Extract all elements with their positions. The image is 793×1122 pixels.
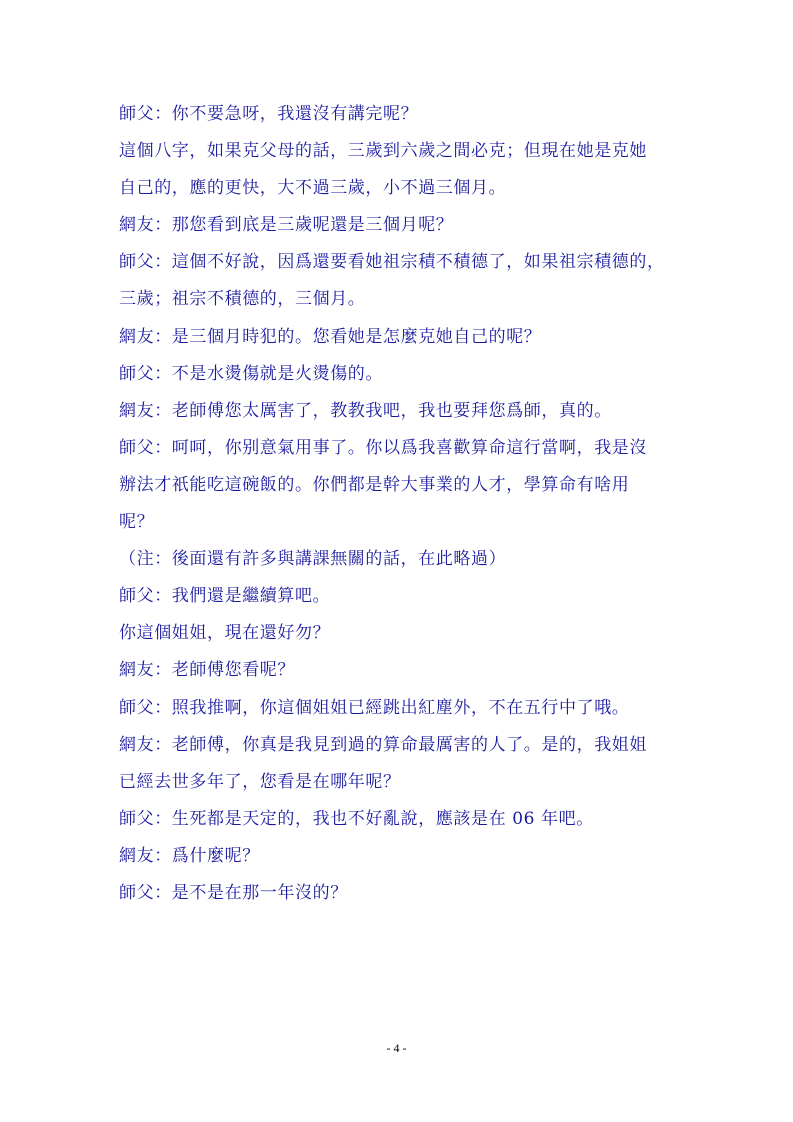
text-line: 師父：不是水燙傷就是火燙傷的。 bbox=[119, 363, 383, 384]
text-line: 師父：我們還是繼續算吧。 bbox=[119, 586, 331, 607]
text-line: 自己的，應的更快，大不過三歲，小不過三個月。 bbox=[119, 178, 507, 199]
text-line: 已經去世多年了，您看是在哪年呢？ bbox=[119, 771, 401, 792]
text-line: 辦法才祇能吃這碗飯的。你們都是幹大事業的人才，學算命有啥用 bbox=[119, 474, 630, 495]
text-line: 師父：呵呵，你别意氣用事了。你以爲我喜歡算命這行當啊，我是沒 bbox=[119, 437, 647, 458]
text-line: 師父：你不要急呀，我還沒有講完呢？ bbox=[119, 104, 419, 124]
text-line: 你這個姐姐，現在還好勿？ bbox=[119, 623, 331, 644]
text-line: 呢？ bbox=[119, 512, 155, 533]
dialogue-text-block bbox=[119, 96, 679, 912]
text-line: 網友：老師傅您太厲害了，教教我吧，我也要拜您爲師，真的。 bbox=[119, 400, 612, 421]
text-line: 師父：是不是在那一年沒的？ bbox=[119, 882, 348, 903]
text-line: 網友：老師傅您看呢？ bbox=[119, 660, 295, 681]
page-number: - 4 - bbox=[386, 1041, 407, 1055]
text-line: 網友：老師傅，你真是我見到過的算命最厲害的人了。是的，我姐姐 bbox=[119, 734, 647, 755]
text-line: 這個八字，如果克父母的話，三歲到六歲之間必克；但現在她是克她 bbox=[119, 141, 647, 162]
text-line: 網友：爲什麼呢？ bbox=[119, 845, 260, 866]
text-line: 網友：是三個月時犯的。您看她是怎麼克她自己的呢？ bbox=[119, 326, 542, 347]
text-line: 師父：生死都是天定的，我也不好亂說，應該是在 06 年吧。 bbox=[119, 808, 594, 829]
note-line: （注：後面還有許多與講課無關的話，在此略過） bbox=[119, 549, 507, 570]
text-line: 網友：那您看到底是三歲呢還是三個月呢？ bbox=[119, 215, 454, 236]
text-line: 師父：這個不好說，因爲還要看她祖宗積不積德了，如果祖宗積德的， bbox=[119, 252, 665, 273]
text-line: 師父：照我推啊，你這個姐姐已經跳出紅塵外，不在五行中了哦。 bbox=[119, 697, 630, 718]
text-line: 三歲；祖宗不積德的，三個月。 bbox=[119, 289, 366, 310]
